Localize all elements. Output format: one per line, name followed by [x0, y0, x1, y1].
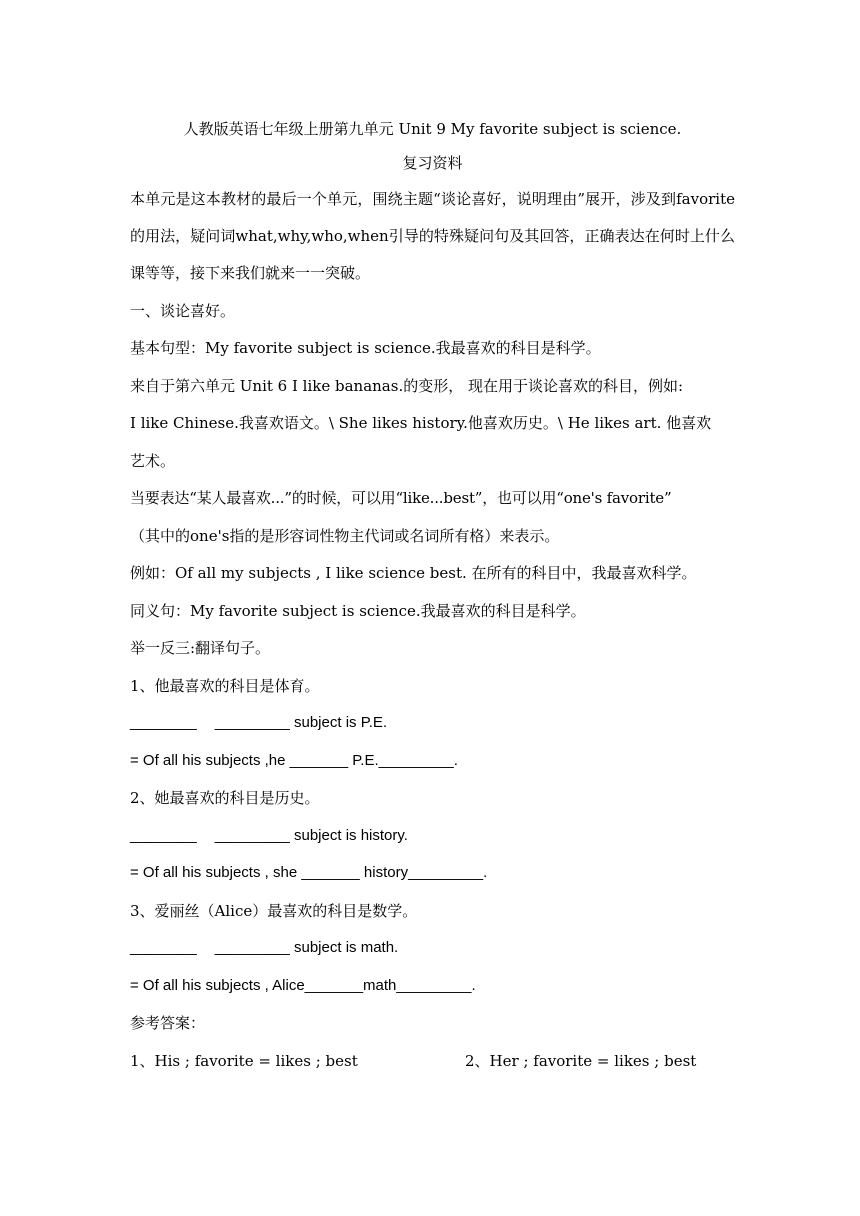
question-3-blank-a: ________ — [130, 939, 197, 957]
answer-2: 2、Her ; favorite = likes ; best — [465, 1051, 697, 1070]
answers-row — [130, 1042, 735, 1080]
question-2-blank-a: ________ — [130, 826, 197, 844]
question-3-blank-b: _________ subject is math. — [214, 939, 399, 957]
express-line-1: 当要表达“某人最喜欢...”的时候，可以用“like...best”，也可以用“one's favorite” — [130, 489, 672, 508]
question-2-blank-line — [130, 817, 735, 855]
question-2-chinese: 2、她最喜欢的科目是历史。 — [130, 789, 320, 808]
question-1-line-2: = Of all his subjects ,he _______ P.E._________. — [130, 751, 458, 769]
question-1-blank-b: _________ subject is P.E. — [214, 714, 388, 732]
document-subtitle: 复习资料 — [402, 154, 463, 172]
basic-pattern-line: 基本句型：My favorite subject is science.我最喜欢的科目是科学。 — [130, 339, 601, 358]
document-body — [130, 115, 735, 1080]
answer-1: 1、His ; favorite = likes ; best — [130, 1051, 358, 1070]
document-title: 人教版英语七年级上册第九单元 Unit 9 My favorite subject is science. — [183, 120, 682, 138]
origin-line-1: 来自于第六单元 Unit 6 I like bananas.的变形， 现在用于谈论喜欢的科目，例如: — [130, 376, 684, 395]
origin-line-3: 艺术。 — [130, 451, 176, 470]
synonym-line: 同义句：My favorite subject is science.我最喜欢的科目是科学。 — [130, 601, 586, 620]
question-1-chinese: 1、他最喜欢的科目是体育。 — [130, 676, 320, 695]
section-heading-1: 一、谈论喜好。 — [130, 301, 236, 320]
question-3-chinese: 3、爱丽丝（Alice）最喜欢的科目是数学。 — [130, 901, 418, 920]
question-1-blank-line — [130, 705, 735, 743]
example-line: 例如：Of all my subjects , I like science best. 在所有的科目中，我最喜欢科学。 — [130, 564, 697, 583]
practice-title: 举一反三:翻译句子。 — [130, 639, 271, 658]
question-2-blank-b: _________ subject is history. — [214, 826, 408, 844]
question-2-line-2: = Of all his subjects , she _______ history_________. — [130, 864, 488, 882]
origin-line-2: I like Chinese.我喜欢语文。\ She likes history.他喜欢历史。\ He likes art. 他喜欢 — [130, 414, 712, 433]
question-3-blank-line — [130, 930, 735, 968]
question-1-blank-a: ________ — [130, 714, 197, 732]
express-line-2: （其中的one's指的是形容词性物主代词或名词所有格）来表示。 — [130, 526, 560, 545]
intro-paragraph: 本单元是这本教材的最后一个单元，围绕主题“谈论喜好，说明理由”展开，涉及到favorite的用法，疑问词what,why,who,when引导的特殊疑问句及其回答，正确表达在何时上什么课等等，接下来我们就来一一突破。 — [130, 190, 735, 282]
question-3-line-2: = Of all his subjects , Alice_______math_________. — [130, 976, 476, 994]
answers-title: 参考答案： — [130, 1014, 206, 1033]
